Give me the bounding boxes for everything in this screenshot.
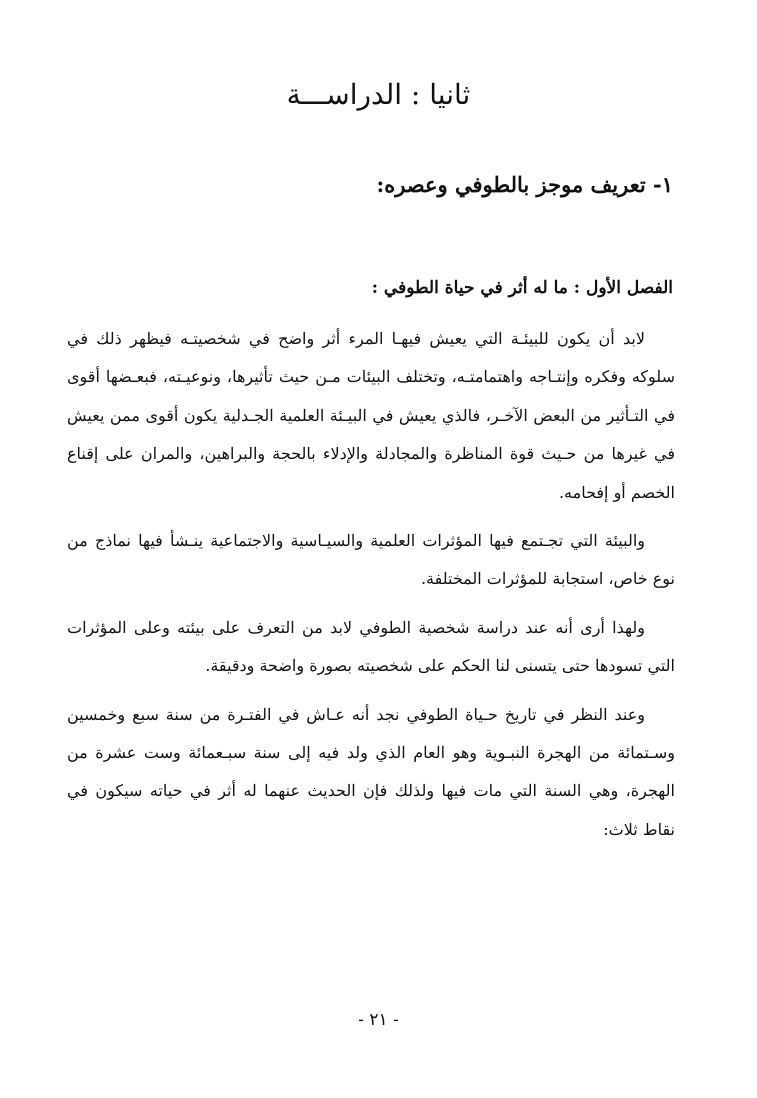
subsection-heading: ١- تعريف موجز بالطوفي وعصره: (376, 172, 673, 197)
body-text (67, 320, 675, 859)
paragraph: ولهذا أرى أنه عند دراسة شخصية الطوفي لابد من التعرف على بيئته وعلى المؤثرات التي تسودها حتى يتسنى لنا الحكم على شخصيته بصورة واضحة ودقيقة. (67, 617, 675, 676)
page-number: - ٢١ - (358, 1010, 399, 1030)
paragraph: وعند النظر في تاريخ حـياة الطوفي نجد أنه عـاش في الفتـرة من سنة سبع وخمسين وسـتمائة من الهجرة النبـوية وهو العام الذي ولد فيه إلى سنة سبـعمائة وست عشرة من الهجرة، وهي السنة التي مات فيها ولذلك فإن الحديث عنهما له أثر في حياته سيكون في نقاط ثلاث: (67, 704, 676, 839)
section-title: ثانيا : الدراســـة (286, 78, 471, 111)
paragraph: والبيئة التي تجـتمع فيها المؤثرات العلمية والسيـاسية والاجتماعية ينـشأ فيها نماذج من نوع خاص، استجابة للمؤثرات المختلفة. (67, 531, 675, 589)
paragraph: لابد أن يكون للبيئـة التي يعيش فيهـا المرء أثر واضح في شخصيتـه فيظهر ذلك في سلوكه وفكره وإنتـاجه واهتمامتـه، وتختلف البيئات مـن حيث تأثيرها، ونوعيـته، فبعـضها أقوى في التـأثير من البعض الآخـر، فالذي يعيش في البيـئة العلمية الجـدلية يكون أقوى ممن يعيش في غيرها من حـيث قوة المناظرة والمجادلة والإدلاء بالحجة والبراهين، والمران على إقناع الخصم أو إفحامه. (67, 329, 676, 502)
chapter-heading: الفصل الأول : ما له أثر في حياة الطوفي : (371, 278, 673, 298)
